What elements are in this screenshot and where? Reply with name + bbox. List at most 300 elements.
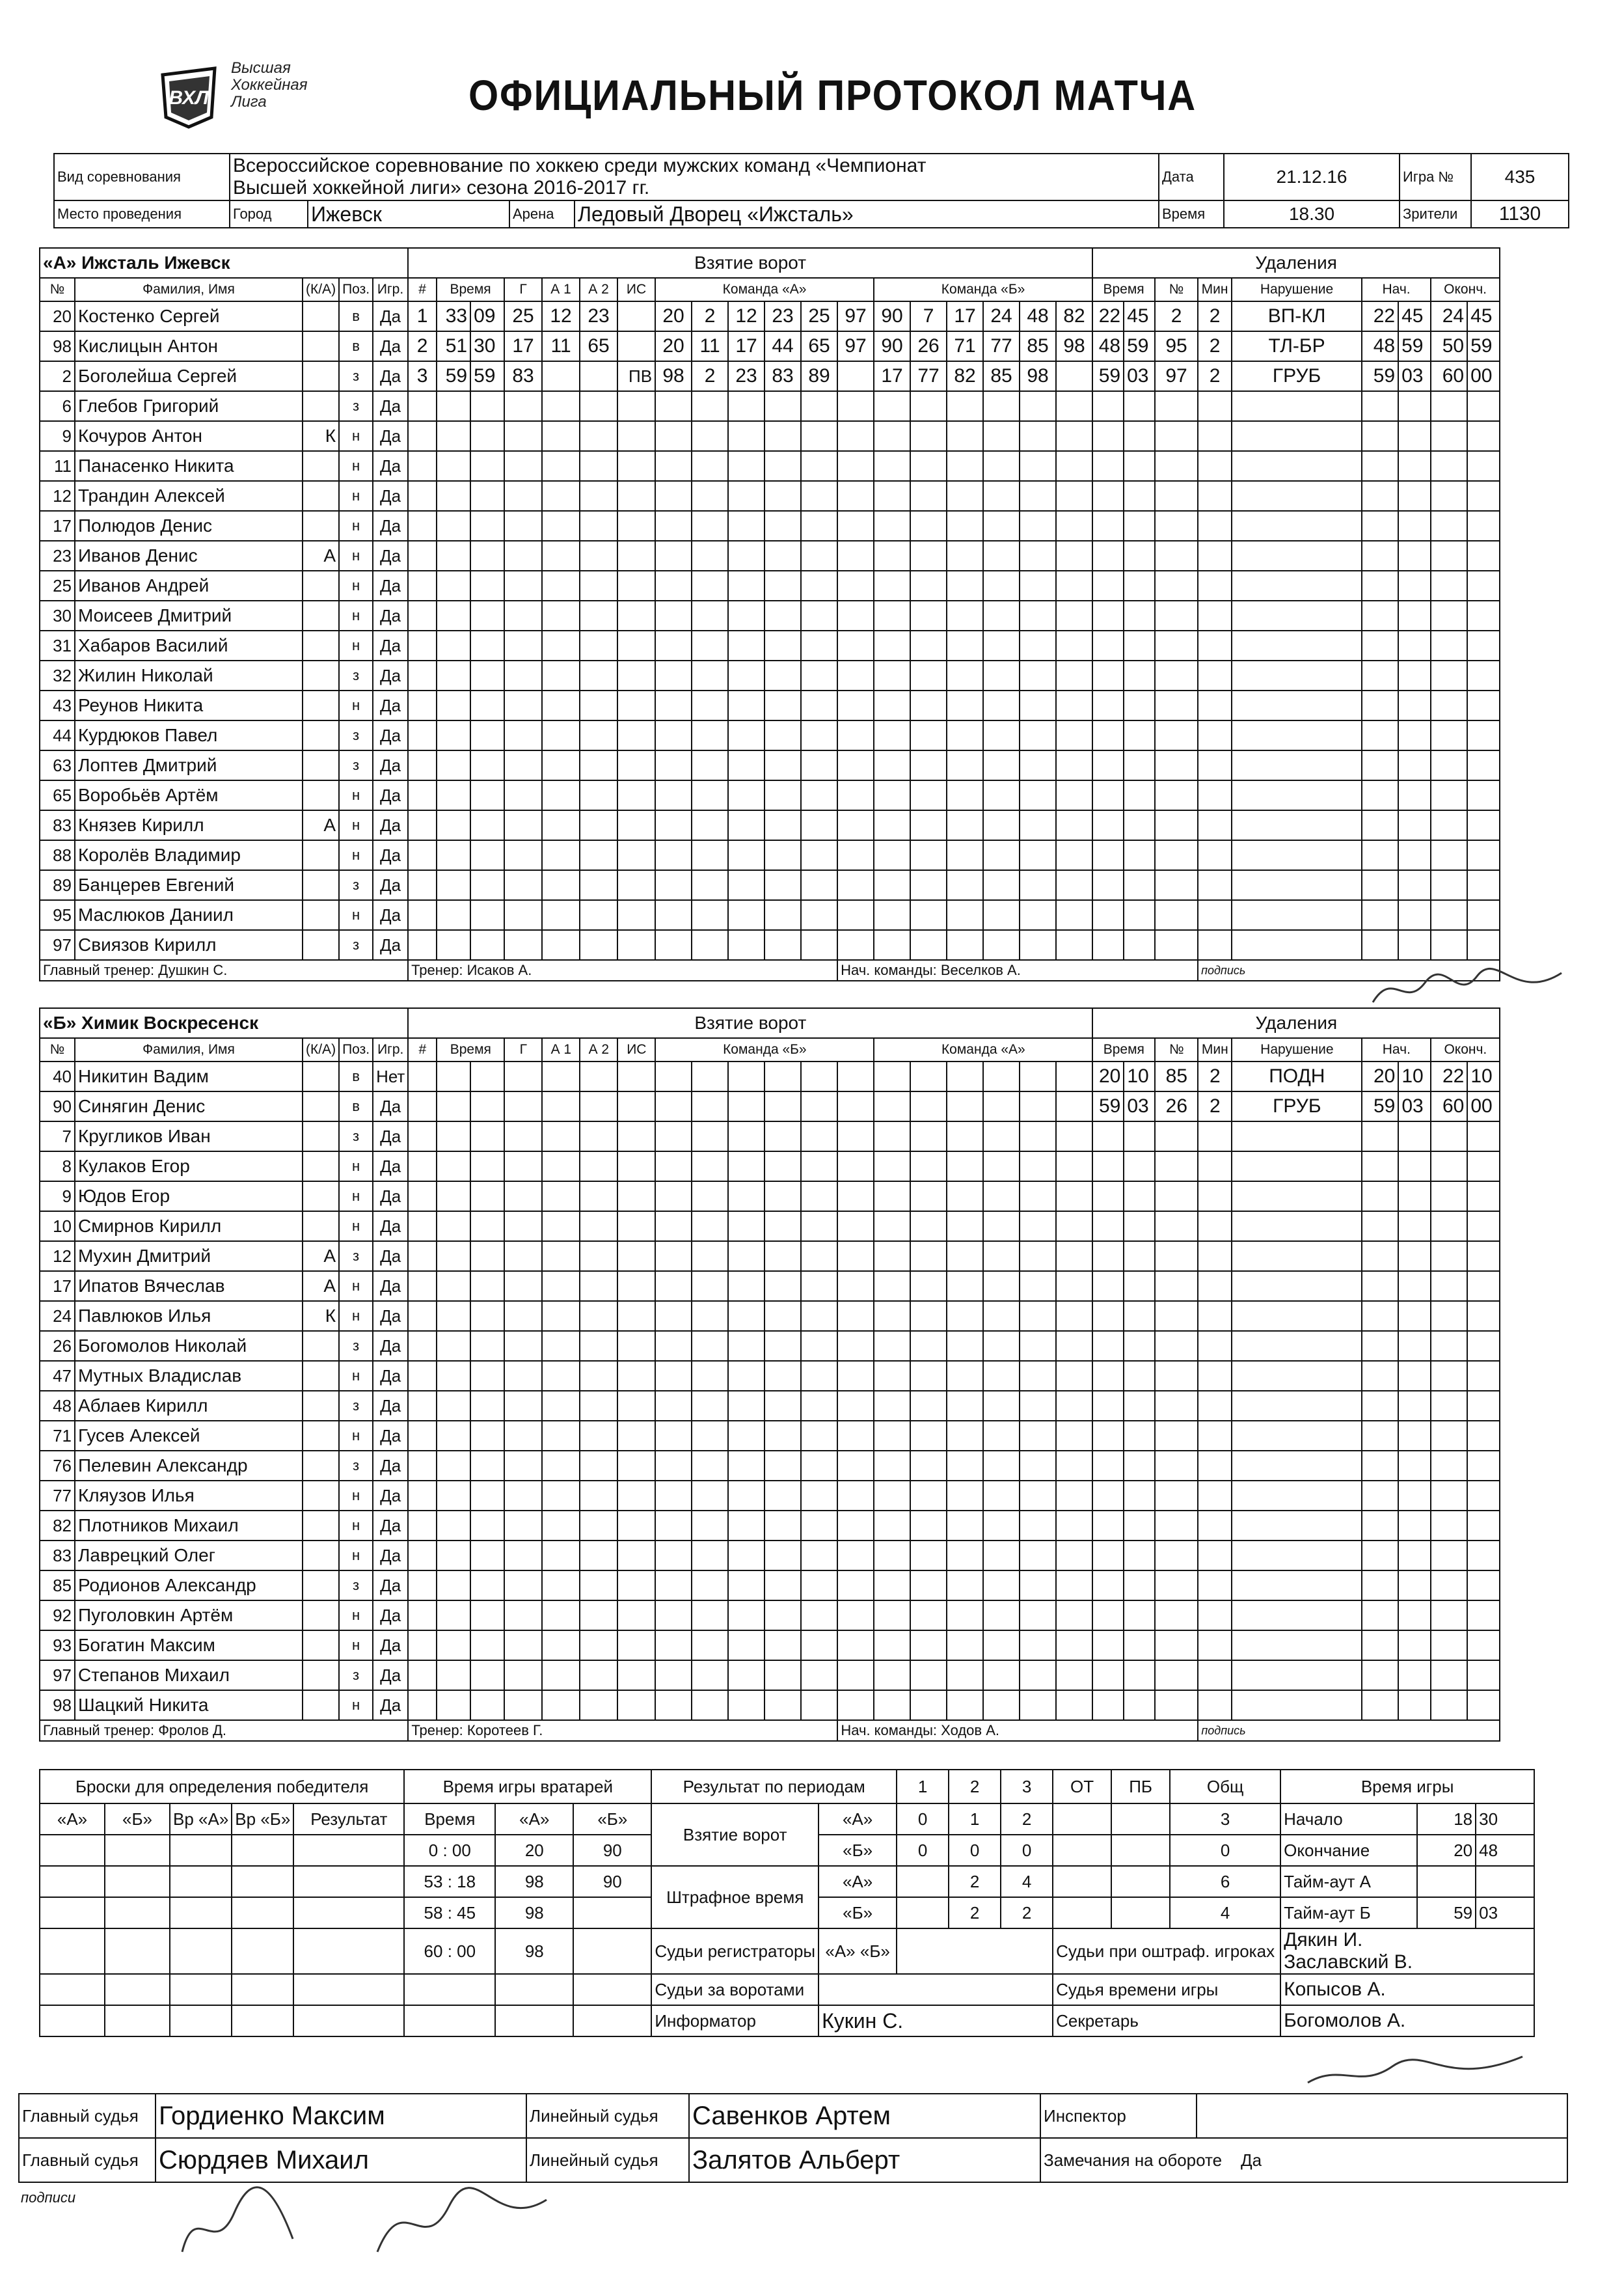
- on-ice-b: [874, 391, 910, 421]
- player-number: 71: [40, 1421, 75, 1451]
- penalty-player: [1155, 1361, 1198, 1391]
- penalty-start-min: [1362, 1511, 1398, 1541]
- goal-a1: [542, 930, 580, 960]
- goals-b-pb: [1111, 1835, 1170, 1866]
- penalty-minute: [1092, 391, 1124, 421]
- penalty-player: [1155, 451, 1198, 481]
- penalty-end-sec: [1467, 421, 1500, 451]
- on-ice-b: [874, 511, 910, 541]
- player-row: [40, 361, 1500, 391]
- player-number: 47: [40, 1361, 75, 1391]
- end-min: 48: [1476, 1835, 1534, 1866]
- penalty-start-min: [1362, 810, 1398, 840]
- on-ice-a: [765, 1331, 801, 1361]
- penalty-second: [1124, 1151, 1155, 1181]
- penalty-violation: [1232, 1271, 1362, 1301]
- on-ice-a: [728, 661, 765, 691]
- on-ice-b: [910, 601, 947, 631]
- goal-minute: [437, 1690, 470, 1720]
- goal-minute: 51: [437, 331, 470, 361]
- on-ice-b: [910, 1301, 947, 1331]
- on-ice-b: [1056, 840, 1092, 870]
- on-ice-a: [801, 631, 837, 661]
- goal-g: [504, 1271, 542, 1301]
- goal-a2: 65: [580, 331, 617, 361]
- goal-second: [470, 691, 504, 720]
- goal-is: [617, 571, 655, 601]
- goal-minute: [437, 601, 470, 631]
- on-ice-a: [728, 511, 765, 541]
- on-ice-b: [983, 870, 1020, 900]
- player-role: [303, 1451, 339, 1481]
- goal-second: [470, 1511, 504, 1541]
- goal-number: [408, 810, 437, 840]
- goal-number: [408, 571, 437, 601]
- penalty-end-sec: [1467, 1301, 1500, 1331]
- goal-a2: [580, 900, 617, 930]
- signatures-label: подписи: [21, 2189, 76, 2206]
- player-number: 31: [40, 631, 75, 661]
- player-role: [303, 661, 339, 691]
- on-ice-b: [1056, 1241, 1092, 1271]
- goalie-row4-time: 60 : 00: [404, 1928, 495, 1974]
- goal-minute: [437, 840, 470, 870]
- penalty-minutes: [1198, 1600, 1232, 1630]
- city-label: Город: [230, 200, 308, 228]
- goal-minute: 59: [437, 361, 470, 391]
- on-ice-a: [728, 900, 765, 930]
- goal-a1: [542, 900, 580, 930]
- on-ice-b: [947, 1391, 983, 1421]
- on-ice-a: [765, 451, 801, 481]
- penalty-second: 03: [1124, 361, 1155, 391]
- on-ice-a: [765, 1361, 801, 1391]
- penalty-start-min: 20: [1362, 1062, 1398, 1091]
- on-ice-b: [874, 1600, 910, 1630]
- on-ice-a: [692, 1570, 728, 1600]
- goal-second: [470, 1630, 504, 1660]
- on-ice-b: [947, 720, 983, 750]
- on-ice-b: [947, 1690, 983, 1720]
- penalty-minute: [1092, 1391, 1124, 1421]
- goalie-col-b: «Б»: [573, 1803, 651, 1835]
- player-position: з: [339, 361, 373, 391]
- penalty-player: [1155, 1391, 1198, 1421]
- informer-label: Информатор: [651, 2005, 819, 2036]
- on-ice-b: [910, 451, 947, 481]
- penalty-second: [1124, 601, 1155, 631]
- on-ice-a: [801, 1301, 837, 1331]
- pen-b-total: 4: [1170, 1897, 1280, 1928]
- col-p-viol: Нарушение: [1232, 278, 1362, 301]
- goal-g: [504, 1211, 542, 1241]
- on-ice-b: [1056, 601, 1092, 631]
- player-number: 12: [40, 481, 75, 511]
- on-ice-b: [910, 1151, 947, 1181]
- penalty-violation: [1232, 1570, 1362, 1600]
- player-number: 9: [40, 1181, 75, 1211]
- penalty-start-sec: 03: [1398, 361, 1431, 391]
- on-ice-a: [801, 1451, 837, 1481]
- player-role: [303, 1211, 339, 1241]
- on-ice-b: [874, 930, 910, 960]
- penalty-start-min: [1362, 1391, 1398, 1421]
- goal-second: [470, 1451, 504, 1481]
- goal-second: [470, 1121, 504, 1151]
- on-ice-b: [1056, 451, 1092, 481]
- penalty-player: [1155, 661, 1198, 691]
- date-value: 21.12.16: [1224, 154, 1400, 200]
- goal-a1: [542, 1660, 580, 1690]
- penalty-end-sec: [1467, 1690, 1500, 1720]
- goal-second: [470, 631, 504, 661]
- goal-g: [504, 631, 542, 661]
- penalty-player: 26: [1155, 1091, 1198, 1121]
- on-ice-b: [947, 691, 983, 720]
- on-ice-a: [765, 1481, 801, 1511]
- penalty-minute: [1092, 631, 1124, 661]
- goal-number: [408, 1211, 437, 1241]
- on-ice-a: [692, 1391, 728, 1421]
- goal-number: [408, 631, 437, 661]
- penalty-violation: [1232, 1391, 1362, 1421]
- goal-g: 83: [504, 361, 542, 391]
- player-position: в: [339, 331, 373, 361]
- pen-a-pb: [1111, 1866, 1170, 1897]
- on-ice-a: [692, 1600, 728, 1630]
- on-ice-b: [910, 631, 947, 661]
- on-ice-a: [728, 1271, 765, 1301]
- penalty-minute: [1092, 571, 1124, 601]
- player-number: 43: [40, 691, 75, 720]
- on-ice-a: [837, 1091, 874, 1121]
- on-ice-a: 44: [765, 331, 801, 361]
- goal-a2: [580, 661, 617, 691]
- goal-a2: [580, 1211, 617, 1241]
- goal-a1: [542, 691, 580, 720]
- goals-b-p1: 0: [897, 1835, 949, 1866]
- goal-number: 3: [408, 361, 437, 391]
- penalty-end-sec: 10: [1467, 1062, 1500, 1091]
- goal-second: [470, 1600, 504, 1630]
- on-ice-b: [874, 1271, 910, 1301]
- on-ice-a: [801, 1541, 837, 1570]
- player-number: 93: [40, 1630, 75, 1660]
- goal-number: [408, 1121, 437, 1151]
- penalty-violation: [1232, 601, 1362, 631]
- penalty-start-min: 48: [1362, 331, 1398, 361]
- goal-number: [408, 1570, 437, 1600]
- on-ice-a: [655, 780, 692, 810]
- goalie-row3-b: [573, 1897, 651, 1928]
- on-ice-a: [801, 1091, 837, 1121]
- player-row: [40, 1361, 1500, 1391]
- penalty-start-sec: [1398, 391, 1431, 421]
- on-ice-a: [655, 900, 692, 930]
- on-ice-b: [874, 750, 910, 780]
- goals-a-ot: [1053, 1803, 1111, 1835]
- penalty-end-sec: [1467, 1391, 1500, 1421]
- penalty-second: [1124, 691, 1155, 720]
- team-b-table: [39, 1007, 1500, 1742]
- player-played: Да: [373, 661, 408, 691]
- penalty-end-sec: [1467, 391, 1500, 421]
- on-ice-a: [801, 870, 837, 900]
- on-ice-b: [1056, 1121, 1092, 1151]
- penalty-start-min: [1362, 840, 1398, 870]
- player-name: Шацкий Никита: [75, 1690, 303, 1720]
- on-ice-a: [765, 1271, 801, 1301]
- on-ice-a: [692, 840, 728, 870]
- on-ice-a: [728, 451, 765, 481]
- penalty-violation: [1232, 451, 1362, 481]
- on-ice-a: [801, 391, 837, 421]
- col-goal-a2: А 2: [580, 1038, 617, 1062]
- on-ice-b: [1020, 1511, 1056, 1541]
- on-ice-a: [655, 1091, 692, 1121]
- penalty-end-min: [1431, 1301, 1467, 1331]
- penalty-violation: [1232, 1690, 1362, 1720]
- on-ice-b: [874, 1091, 910, 1121]
- penalty-second: [1124, 481, 1155, 511]
- on-ice-b: [874, 601, 910, 631]
- penalty-time-label: Штрафное время: [651, 1866, 819, 1928]
- on-ice-b: [1056, 750, 1092, 780]
- penalty-second: 45: [1124, 301, 1155, 331]
- on-ice-b: [1020, 1421, 1056, 1451]
- goal-a2: [580, 780, 617, 810]
- penalty-end-min: [1431, 1271, 1467, 1301]
- penalty-start-sec: [1398, 451, 1431, 481]
- player-role: [303, 571, 339, 601]
- on-ice-b: 82: [1056, 301, 1092, 331]
- penalty-violation: [1232, 391, 1362, 421]
- on-ice-b: [1056, 720, 1092, 750]
- goals-b-total: 0: [1170, 1835, 1280, 1866]
- penalty-start-min: [1362, 391, 1398, 421]
- goal-is: [617, 1630, 655, 1660]
- player-position: з: [339, 720, 373, 750]
- pen-b-p3: 2: [1001, 1897, 1053, 1928]
- player-role: [303, 1541, 339, 1570]
- on-ice-a: [837, 1241, 874, 1271]
- on-ice-a: [837, 601, 874, 631]
- penalty-start-sec: [1398, 1541, 1431, 1570]
- on-ice-b: [1056, 930, 1092, 960]
- penalty-player: [1155, 1211, 1198, 1241]
- on-ice-a: [728, 870, 765, 900]
- on-ice-b: [983, 1301, 1020, 1331]
- on-ice-a: [728, 1062, 765, 1091]
- on-ice-a: [692, 900, 728, 930]
- penalty-end-min: [1431, 601, 1467, 631]
- penalty-minute: [1092, 1331, 1124, 1361]
- goal-is: [617, 1361, 655, 1391]
- on-ice-b: [1056, 870, 1092, 900]
- goal-second: [470, 571, 504, 601]
- goal-minute: [437, 1091, 470, 1121]
- on-ice-b: [947, 1121, 983, 1151]
- penalty-minutes: [1198, 870, 1232, 900]
- end-label: Окончание: [1280, 1835, 1417, 1866]
- goal-minute: [437, 810, 470, 840]
- on-ice-a: [801, 691, 837, 720]
- goal-a2: [580, 720, 617, 750]
- goal-g: [504, 780, 542, 810]
- penalty-second: [1124, 1511, 1155, 1541]
- on-ice-b: [874, 691, 910, 720]
- on-ice-b: [983, 451, 1020, 481]
- on-ice-a: [728, 571, 765, 601]
- penalty-minutes: [1198, 1391, 1232, 1421]
- team-signature-label: подпись: [1198, 960, 1500, 981]
- goal-second: [470, 1151, 504, 1181]
- on-ice-a: [655, 1481, 692, 1511]
- on-ice-a: [728, 481, 765, 511]
- penalty-minutes: [1198, 810, 1232, 840]
- player-position: н: [339, 481, 373, 511]
- goal-number: [408, 1421, 437, 1451]
- on-ice-b: [874, 720, 910, 750]
- player-name: Князев Кирилл: [75, 810, 303, 840]
- goal-a2: [580, 1391, 617, 1421]
- on-ice-b: [1020, 840, 1056, 870]
- goal-is: [617, 750, 655, 780]
- player-row: [40, 661, 1500, 691]
- penalty-start-min: 59: [1362, 361, 1398, 391]
- penalty-violation: [1232, 541, 1362, 571]
- on-ice-b: [910, 1181, 947, 1211]
- on-ice-a: [837, 541, 874, 571]
- on-ice-a: [692, 1511, 728, 1541]
- on-ice-a: [765, 481, 801, 511]
- on-ice-b: [874, 810, 910, 840]
- penalty-player: [1155, 1331, 1198, 1361]
- on-ice-a: [728, 1511, 765, 1541]
- penalty-start-sec: [1398, 1271, 1431, 1301]
- goal-minute: [437, 1181, 470, 1211]
- goal-minute: [437, 421, 470, 451]
- player-number: 24: [40, 1301, 75, 1331]
- player-played: Да: [373, 1690, 408, 1720]
- on-ice-b: [1056, 1451, 1092, 1481]
- on-ice-a: [692, 810, 728, 840]
- penalty-violation: ГРУБ: [1232, 1091, 1362, 1121]
- col-goal-time: Время: [437, 1038, 504, 1062]
- on-ice-a: [692, 421, 728, 451]
- player-role: [303, 361, 339, 391]
- on-ice-b: [1056, 1630, 1092, 1660]
- on-ice-a: [692, 1690, 728, 1720]
- on-ice-a: [655, 870, 692, 900]
- goal-g: 25: [504, 301, 542, 331]
- on-ice-b: [983, 1271, 1020, 1301]
- player-played: Да: [373, 1151, 408, 1181]
- goal-number: [408, 601, 437, 631]
- goal-number: 2: [408, 331, 437, 361]
- on-ice-a: [765, 900, 801, 930]
- player-name: Боголейша Сергей: [75, 361, 303, 391]
- goal-g: [504, 541, 542, 571]
- col-on-ice-2: Команда «Б»: [874, 278, 1092, 301]
- goal-g: [504, 1151, 542, 1181]
- on-ice-a: [801, 451, 837, 481]
- penalty-minutes: [1198, 1541, 1232, 1570]
- goal-g: [504, 1301, 542, 1331]
- on-ice-a: [655, 631, 692, 661]
- player-number: 25: [40, 571, 75, 601]
- penalty-start-sec: 03: [1398, 1091, 1431, 1121]
- col-pen-time: Время: [1092, 278, 1155, 301]
- goal-is: [617, 1091, 655, 1121]
- on-ice-b: [874, 1211, 910, 1241]
- penalty-start-sec: [1398, 1331, 1431, 1361]
- player-role: [303, 1481, 339, 1511]
- on-ice-b: [910, 571, 947, 601]
- team-a-table: [39, 247, 1500, 981]
- penalty-end-sec: [1467, 1511, 1500, 1541]
- goal-a1: [542, 511, 580, 541]
- on-ice-b: [947, 1062, 983, 1091]
- penalty-start-sec: [1398, 1481, 1431, 1511]
- penalty-second: [1124, 451, 1155, 481]
- goal-number: [408, 1151, 437, 1181]
- on-ice-a: [837, 631, 874, 661]
- penalty-start-sec: [1398, 810, 1431, 840]
- goal-a2: [580, 1091, 617, 1121]
- penalty-minute: [1092, 720, 1124, 750]
- goal-is: [617, 1570, 655, 1600]
- penalty-start-min: [1362, 541, 1398, 571]
- penalty-start-sec: [1398, 601, 1431, 631]
- penalty-player: [1155, 1481, 1198, 1511]
- goal-g: [504, 511, 542, 541]
- penalty-end-sec: [1467, 481, 1500, 511]
- goal-second: [470, 810, 504, 840]
- player-position: з: [339, 1331, 373, 1361]
- on-ice-a: [655, 1121, 692, 1151]
- penalty-start-min: [1362, 1361, 1398, 1391]
- goal-g: [504, 1062, 542, 1091]
- on-ice-b: [947, 750, 983, 780]
- on-ice-b: [1020, 1541, 1056, 1570]
- goal-a2: [580, 750, 617, 780]
- on-ice-a: [655, 1660, 692, 1690]
- penalty-end-sec: [1467, 1361, 1500, 1391]
- penalty-minutes: [1198, 451, 1232, 481]
- on-ice-b: [947, 1181, 983, 1211]
- on-ice-a: [765, 1181, 801, 1211]
- player-name: Иванов Денис: [75, 541, 303, 571]
- penalty-end-sec: [1467, 1271, 1500, 1301]
- penalty-minute: [1092, 661, 1124, 691]
- player-position: н: [339, 1511, 373, 1541]
- on-ice-b: [1056, 780, 1092, 810]
- timeout-a-label: Тайм-аут А: [1280, 1866, 1417, 1897]
- on-ice-a: [765, 1301, 801, 1331]
- penalty-minute: [1092, 541, 1124, 571]
- on-ice-b: [1056, 1511, 1092, 1541]
- penalty-minute: [1092, 691, 1124, 720]
- player-position: н: [339, 1361, 373, 1391]
- player-row: [40, 541, 1500, 571]
- penalty-second: [1124, 1451, 1155, 1481]
- goal-is: [617, 661, 655, 691]
- on-ice-b: [1056, 361, 1092, 391]
- on-ice-b: [874, 1421, 910, 1451]
- penalty-start-min: [1362, 780, 1398, 810]
- on-ice-a: [728, 631, 765, 661]
